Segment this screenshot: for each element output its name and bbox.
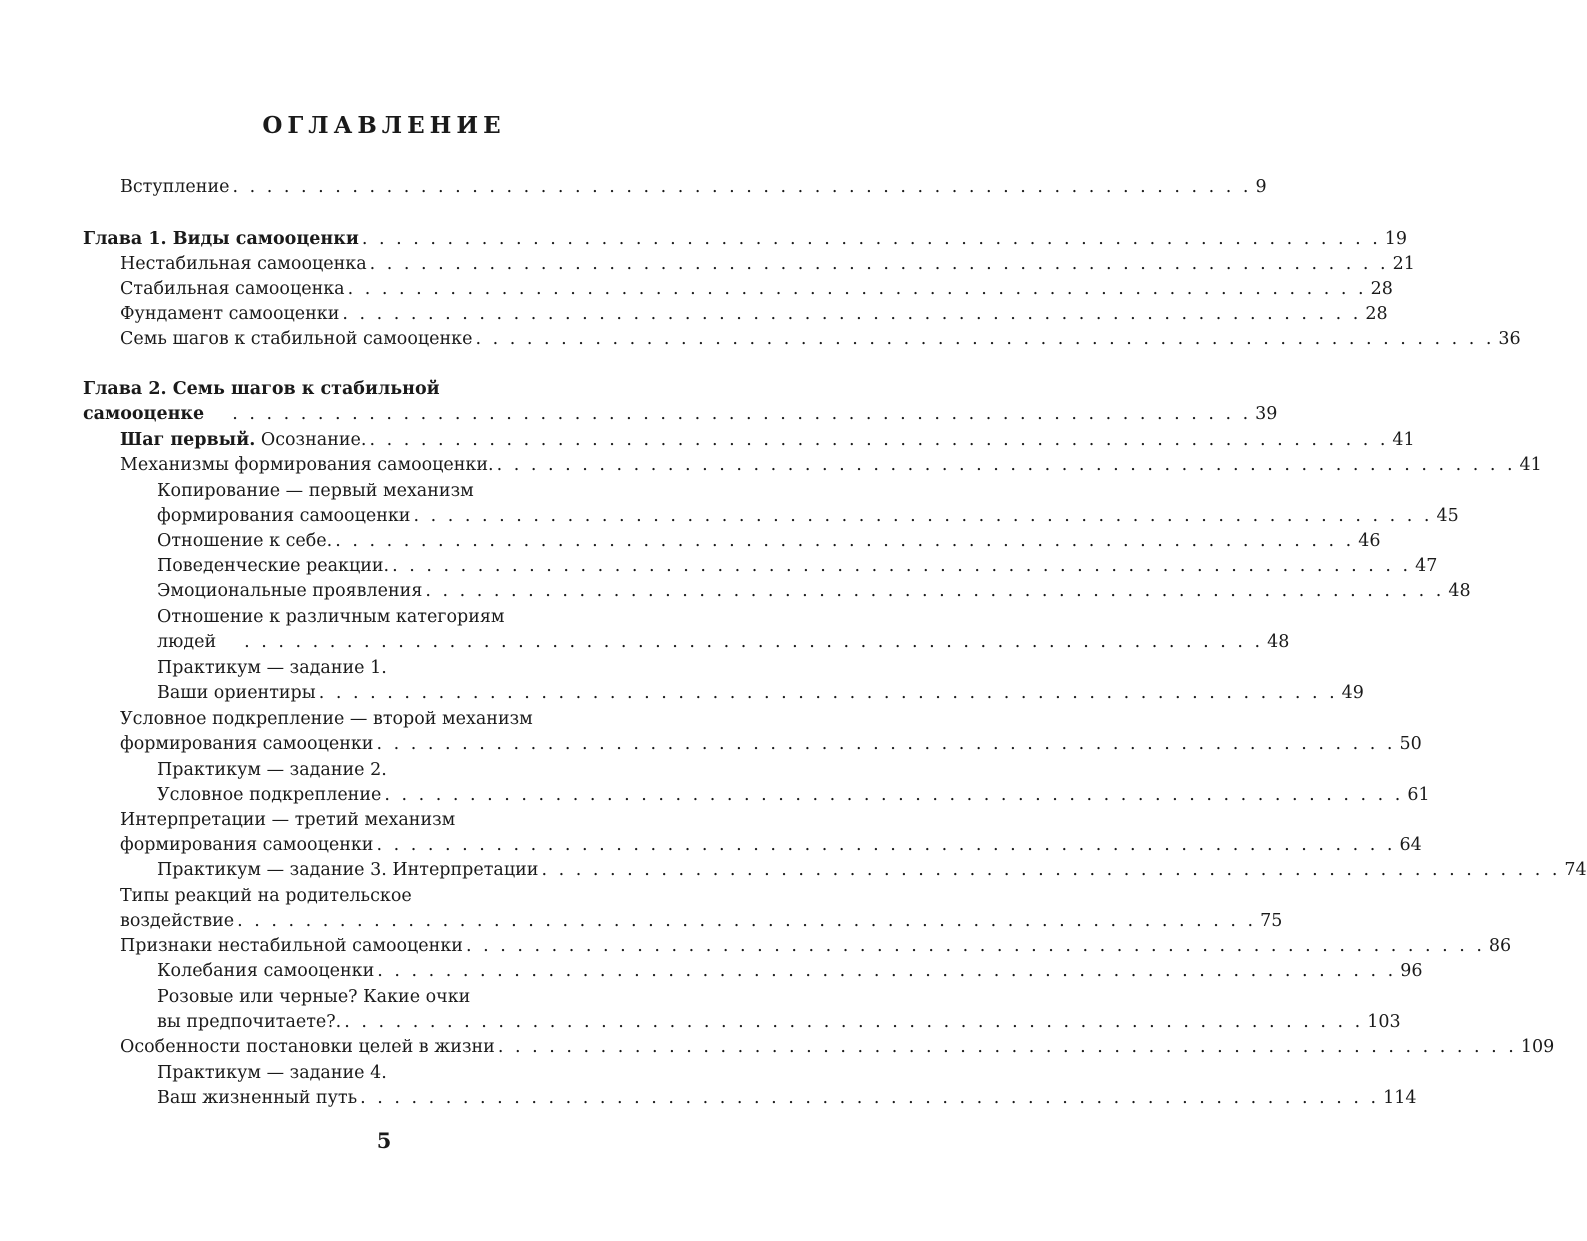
toc-entry-title: Ваши ориентиры [157, 683, 316, 703]
toc-page-number: 19 [1384, 229, 1408, 249]
toc-entry-title: Особенности постановки целей в жизни [120, 1037, 495, 1057]
toc-entry[interactable] [157, 604, 505, 630]
dot-leader: . . . . . . . . . . . . . . . . . . . . . . . . . . . . . . . . . . . . . . . . . . . . . . . . . . . . . . . . . . . . [384, 785, 1404, 805]
toc-entry[interactable] [120, 883, 412, 909]
chapter-title: самооценке [83, 404, 205, 424]
toc-entry-title [83, 401, 204, 427]
toc-entry-title: Копирование — первый механизм [157, 481, 474, 501]
toc-entry[interactable] [157, 478, 474, 504]
toc-entry-chapter-1[interactable] [83, 226, 1408, 252]
toc-entry[interactable] [120, 807, 455, 833]
toc-entry-title: формирования самооценки [120, 835, 374, 855]
toc-entry[interactable] [120, 301, 1388, 327]
toc-entry-title: Стабильная самооценка [120, 279, 345, 299]
toc-entry-title: Ваш жизненный путь [157, 1088, 358, 1108]
toc-page-number: 50 [1399, 734, 1422, 754]
toc-entry-title [83, 226, 359, 252]
toc-page-number: 41 [1392, 430, 1415, 450]
toc-entry-title: Фундамент самооценки [120, 304, 340, 324]
toc-page-number: 61 [1407, 785, 1430, 805]
dot-leader: . . . . . . . . . . . . . . . . . . . . . . . . . . . . . . . . . . . . . . . . . . . . . . . . . . . . . . . . . . . . [376, 734, 1396, 754]
toc-page-number: 86 [1488, 936, 1512, 956]
toc-page-number: 64 [1399, 835, 1422, 855]
toc-entry[interactable] [157, 984, 470, 1010]
toc-page-number: 28 [1365, 304, 1388, 324]
dot-leader: . . . . . . . . . . . . . . . . . . . . . . . . . . . . . . . . . . . . . . . . . . . . . . . . . . . . . . . . . . . . [475, 329, 1495, 349]
toc-entry-title: Семь шагов к стабильной самооценке [120, 329, 473, 349]
toc-entry-title: Условное подкрепление — второй механизм [120, 709, 533, 729]
dot-leader: . . . . . . . . . . . . . . . . . . . . . . . . . . . . . . . . . . . . . . . . . . . . . . . . . . . . . . . . . . . . [232, 177, 1252, 197]
toc-entry[interactable] [157, 857, 1587, 883]
toc-page-number: 45 [1436, 506, 1459, 526]
toc-page-number: 75 [1260, 911, 1283, 931]
toc-entry-chapter-2-line-1[interactable] [83, 376, 440, 402]
toc-entry-title: Нестабильная самооценка [120, 254, 367, 274]
toc-entry-title: Поведенческие реакции. [157, 556, 390, 576]
dot-leader: . . . . . . . . . . . . . . . . . . . . . . . . . . . . . . . . . . . . . . . . . . . . . . . . . . . . . . . . . . . . [232, 404, 1252, 424]
toc-page-number: 28 [1370, 279, 1393, 299]
toc-page-number: 48 [1267, 632, 1290, 652]
dot-leader: . . . . . . . . . . . . . . . . . . . . . . . . . . . . . . . . . . . . . . . . . . . . . . . . . . . . . . . . . . . . [318, 683, 1338, 703]
dot-leader: . . . . . . . . . . . . . . . . . . . . . . . . . . . . . . . . . . . . . . . . . . . . . . . . . . . . . . . . . . . . [496, 455, 1516, 475]
toc-entry[interactable] [157, 958, 1423, 984]
toc-entry[interactable] [157, 680, 1364, 706]
toc-page-number: 96 [1400, 961, 1423, 981]
dot-leader: . . . . . . . . . . . . . . . . . . . . . . . . . . . . . . . . . . . . . . . . . . . . . . . . . . . . . . . . . . . . [335, 531, 1355, 551]
toc-entry-step-1[interactable] [120, 427, 1415, 453]
toc-entry-title [83, 376, 440, 402]
toc-entry[interactable] [120, 276, 1393, 302]
toc-entry[interactable] [157, 655, 387, 681]
chapter-title: Глава 2. Семь шагов к стабильной [83, 379, 440, 399]
toc-page-number: 47 [1415, 556, 1438, 576]
toc-page-number: 48 [1448, 581, 1471, 601]
toc-entry-title: Вступление [120, 177, 230, 197]
toc-entry[interactable] [157, 629, 1290, 655]
dot-leader: . . . . . . . . . . . . . . . . . . . . . . . . . . . . . . . . . . . . . . . . . . . . . . . . . . . . . . . . . . . . [465, 936, 1485, 956]
toc-entry-title: Отношение к различным категориям [157, 607, 505, 627]
page-number-footer: 5 [376, 1128, 392, 1153]
toc-entry[interactable] [157, 1009, 1401, 1035]
toc-entry[interactable] [157, 1085, 1417, 1111]
toc-entry[interactable] [120, 706, 533, 732]
dot-leader: . . . . . . . . . . . . . . . . . . . . . . . . . . . . . . . . . . . . . . . . . . . . . . . . . . . . . . . . . . . . [237, 911, 1257, 931]
toc-page-number: 39 [1255, 404, 1278, 424]
toc-page-number: 103 [1367, 1012, 1401, 1032]
toc-entry[interactable] [120, 1034, 1555, 1060]
toc-entry-title: Типы реакций на родительское [120, 886, 412, 906]
toc-page-number: 49 [1341, 683, 1364, 703]
toc-entry[interactable] [157, 782, 1430, 808]
toc-heading: ОГЛАВЛЕНИЕ [262, 112, 506, 139]
toc-entry[interactable] [157, 578, 1471, 604]
toc-page-number: 114 [1383, 1088, 1417, 1108]
step-label: Шаг первый. [120, 430, 256, 450]
dot-leader: . . . . . . . . . . . . . . . . . . . . . . . . . . . . . . . . . . . . . . . . . . . . . . . . . . . . . . . . . . . . [541, 860, 1561, 880]
toc-entry-title: Практикум — задание 3. Интерпретации [157, 860, 539, 880]
dot-leader: . . . . . . . . . . . . . . . . . . . . . . . . . . . . . . . . . . . . . . . . . . . . . . . . . . . . . . . . . . . . [377, 961, 1397, 981]
toc-entry[interactable] [120, 933, 1512, 959]
toc-entry[interactable] [120, 832, 1422, 858]
toc-entry-intro[interactable] [120, 174, 1267, 200]
dot-leader: . . . . . . . . . . . . . . . . . . . . . . . . . . . . . . . . . . . . . . . . . . . . . . . . . . . . . . . . . . . . [360, 1088, 1380, 1108]
dot-leader: . . . . . . . . . . . . . . . . . . . . . . . . . . . . . . . . . . . . . . . . . . . . . . . . . . . . . . . . . . . . [244, 632, 1264, 652]
toc-entry-title: Колебания самооценки [157, 961, 375, 981]
toc-entry-title: Розовые или черные? Какие очки [157, 987, 471, 1007]
toc-page-number: 46 [1358, 531, 1381, 551]
toc-entry[interactable] [120, 908, 1283, 934]
toc-entry-title: Признаки нестабильной самооценки [120, 936, 463, 956]
dot-leader: . . . . . . . . . . . . . . . . . . . . . . . . . . . . . . . . . . . . . . . . . . . . . . . . . . . . . . . . . . . . [342, 304, 1362, 324]
toc-page-number: 74 [1564, 860, 1587, 880]
dot-leader: . . . . . . . . . . . . . . . . . . . . . . . . . . . . . . . . . . . . . . . . . . . . . . . . . . . . . . . . . . . . [376, 835, 1396, 855]
toc-entry[interactable] [157, 528, 1381, 554]
toc-page-number: 21 [1392, 254, 1415, 274]
dot-leader: . . . . . . . . . . . . . . . . . . . . . . . . . . . . . . . . . . . . . . . . . . . . . . . . . . . . . . . . . . . . [344, 1012, 1364, 1032]
step-title: Осознание. [255, 430, 367, 450]
toc-entry[interactable] [120, 326, 1521, 352]
toc-entry[interactable] [157, 1060, 387, 1086]
dot-leader: . . . . . . . . . . . . . . . . . . . . . . . . . . . . . . . . . . . . . . . . . . . . . . . . . . . . . . . . . . . . [369, 430, 1389, 450]
toc-entry-title: Практикум — задание 2. [157, 760, 387, 780]
toc-entry-title: людей [157, 632, 217, 652]
dot-leader: . . . . . . . . . . . . . . . . . . . . . . . . . . . . . . . . . . . . . . . . . . . . . . . . . . . . . . . . . . . . [413, 506, 1433, 526]
toc-page-number: 109 [1520, 1037, 1555, 1057]
toc-page-number: 36 [1498, 329, 1521, 349]
toc-page-number: 9 [1255, 177, 1267, 197]
dot-leader: . . . . . . . . . . . . . . . . . . . . . . . . . . . . . . . . . . . . . . . . . . . . . . . . . . . . . . . . . . . . [425, 581, 1445, 601]
toc-entry-title: Практикум — задание 4. [157, 1063, 387, 1083]
toc-entry[interactable] [157, 757, 387, 783]
toc-entry-title [120, 427, 366, 453]
toc-entry-title: Условное подкрепление [157, 785, 382, 805]
toc-entry[interactable] [157, 503, 1459, 529]
toc-entry-title: Механизмы формирования самооценки. [120, 455, 494, 475]
toc-entry-title: вы предпочитаете?. [157, 1012, 342, 1032]
dot-leader: . . . . . . . . . . . . . . . . . . . . . . . . . . . . . . . . . . . . . . . . . . . . . . . . . . . . . . . . . . . . [347, 279, 1367, 299]
chapter-title: Глава 1. Виды самооценки [83, 229, 359, 249]
dot-leader: . . . . . . . . . . . . . . . . . . . . . . . . . . . . . . . . . . . . . . . . . . . . . . . . . . . . . . . . . . . . [369, 254, 1389, 274]
toc-entry-title: формирования самооценки [120, 734, 374, 754]
toc-entry-title: Отношение к себе. [157, 531, 333, 551]
toc-entry[interactable] [120, 452, 1542, 478]
toc-entry[interactable] [157, 553, 1438, 579]
toc-page-number: 41 [1519, 455, 1542, 475]
toc-entry-title: Интерпретации — третий механизм [120, 810, 456, 830]
toc-entry[interactable] [120, 731, 1422, 757]
toc-entry-title: воздействие [120, 911, 235, 931]
toc-entry[interactable] [120, 251, 1415, 277]
toc-entry-title: Эмоциональные проявления [157, 581, 423, 601]
dot-leader: . . . . . . . . . . . . . . . . . . . . . . . . . . . . . . . . . . . . . . . . . . . . . . . . . . . . . . . . . . . . [361, 229, 1381, 249]
dot-leader: . . . . . . . . . . . . . . . . . . . . . . . . . . . . . . . . . . . . . . . . . . . . . . . . . . . . . . . . . . . . [497, 1037, 1517, 1057]
toc-entry-title: Практикум — задание 1. [157, 658, 387, 678]
dot-leader: . . . . . . . . . . . . . . . . . . . . . . . . . . . . . . . . . . . . . . . . . . . . . . . . . . . . . . . . . . . . [392, 556, 1412, 576]
toc-entry-title: формирования самооценки [157, 506, 411, 526]
toc-entry-chapter-2-line-2[interactable] [83, 401, 1278, 427]
